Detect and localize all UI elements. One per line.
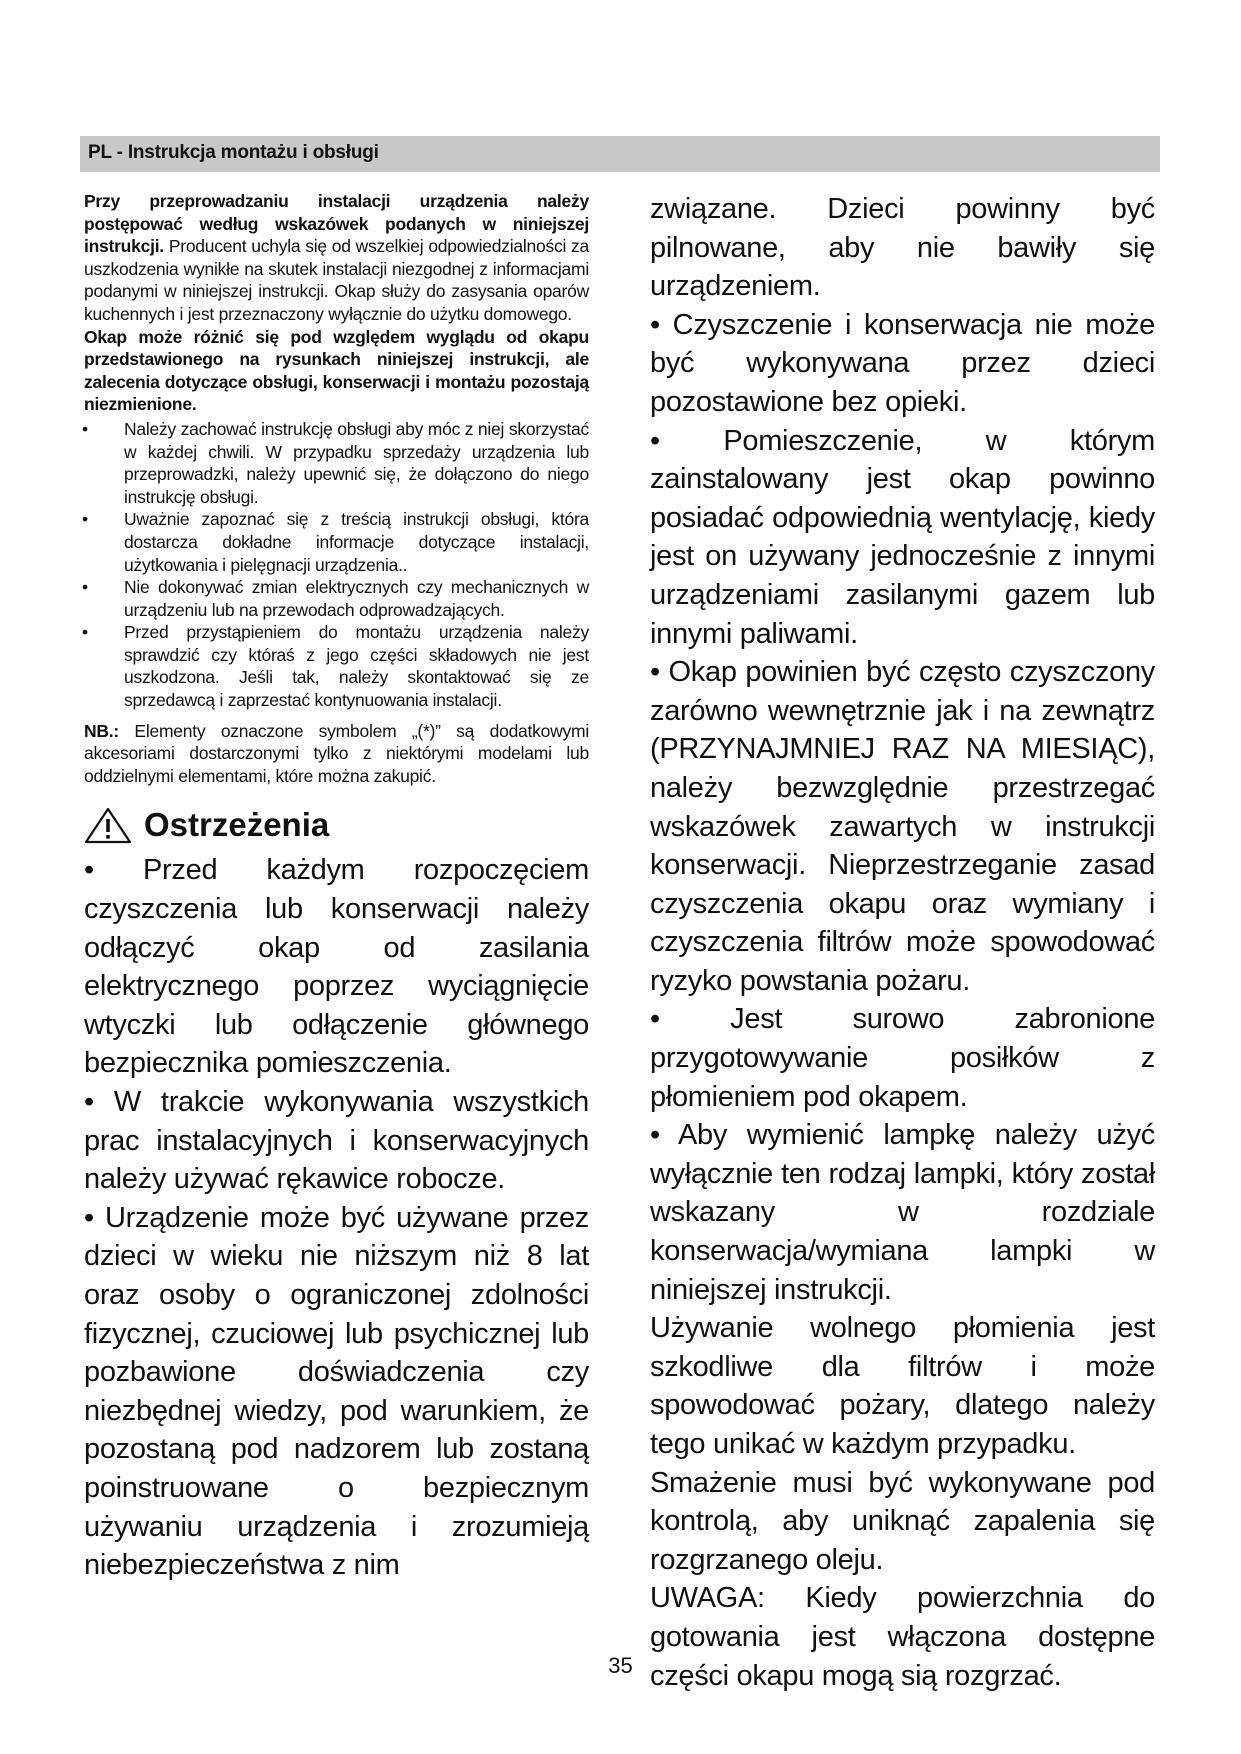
warning-paragraph: • Przed każdym rozpoczęciem czyszczenia lub konserwacji należy odłączyć okap od zasilania elektrycznego poprzez wyciągnięcie wtyczki lub odłączenie głównego bezpiecznika pomieszczenia. bbox=[84, 854, 589, 1080]
section-title: PL - Instrukcja montażu i obsługi bbox=[88, 142, 379, 163]
list-item: • Należy zachować instrukcję obsługi aby móc z niej skorzystać w każdej chwili. W przypadku sprzedaży urządzenia lub przeprowadzki, należy upewnić się, że dołączono do niego instrukcję obsługi. bbox=[84, 418, 589, 508]
warning-paragraph: • Urządzenie może być używane przez dzieci w wieku nie niższym niż 8 lat oraz osoby o ograniczonej zdolności fizycznej, czuciowej lub psychicznej lub pozbawione doświadczenia czy niezbędnej wiedzy, pod warunkiem, że pozostaną pod nadzorem lub zostaną poinstruowane o bezpiecznym używaniu urządzenia i zrozumieją niebezpieczeństwa z nim bbox=[84, 1201, 589, 1582]
warning-triangle-icon bbox=[82, 805, 134, 845]
warnings-heading bbox=[84, 805, 589, 845]
warning-paragraph: • Jest surowo zabronione przygotowywanie posiłków z płomieniem pod okapem. bbox=[650, 1003, 1155, 1113]
warning-paragraph: • Okap powinien być często czyszczony zarówno wewnętrznie jak i na zewnątrz (PRZYNAJMNIEJ RAZ NA MIESIĄC), należy bezwzględnie przestrzegać wskazówek zawartych w instrukcji konserwacji. Nieprzestrzeganie zasad czyszczenia okapu oraz wymiany i czyszczenia filtrów może spowodować ryzyko powstania pożaru. bbox=[650, 656, 1155, 997]
page-number: 35 bbox=[608, 1653, 633, 1678]
warning-paragraph: Smażenie musi być wykonywane pod kontrolą, aby uniknąć zapalenia się rozgrzanego oleju. bbox=[650, 1466, 1155, 1576]
appearance-note: Okap może różnić się pod względem wyglądu od okapu przedstawionego na rysunkach niniejszej instrukcji, ale zalecenia dotyczące obsługi, konserwacji i montażu pozostają niezmienione. bbox=[84, 326, 589, 415]
intro-bold: Przy przeprowadzaniu instalacji urządzenia należy postępować według wskazówek podanych w niniejszej instrukcji. bbox=[84, 191, 589, 257]
warning-paragraph: • W trakcie wykonywania wszystkich prac instalacyjnych i konserwacyjnych należy używać rękawice robocze. bbox=[84, 1086, 589, 1196]
list-item: • Uważnie zapoznać się z treścią instrukcji obsługi, która dostarcza dokładne informacje dotyczące instalacji, użytkowania i pielęgnacji urządzenia.. bbox=[84, 508, 589, 576]
warning-paragraph: Używanie wolnego płomienia jest szkodliwe dla filtrów i może spowodować pożary, dlatego należy tego unikać w każdym przypadku. bbox=[650, 1312, 1155, 1460]
nb-label: NB.: bbox=[84, 720, 119, 741]
warning-paragraph: związane. Dzieci powinny być pilnowane, aby nie bawiły się urządzeniem. bbox=[650, 193, 1155, 303]
nb-text: Elementy oznaczone symbolem „(*)” są dodatkowymi akcesoriami dostarczonymi tylko z niektórymi modelami lub oddzielnymi elementami, które można zakupić. bbox=[84, 720, 589, 786]
warning-paragraph: • Pomieszczenie, w którym zainstalowany jest okap powinno posiadać odpowiednią wentylację, kiedy jest on używany jednocześnie z innymi urządzeniami zasilanymi gazem lub innymi paliwami. bbox=[650, 424, 1155, 650]
warnings-title: Ostrzeżenia bbox=[144, 806, 330, 844]
warning-paragraph: • Czyszczenie i konserwacja nie może być wykonywana przez dzieci pozostawione bez opieki. bbox=[650, 308, 1155, 418]
instruction-bullet-list bbox=[84, 418, 589, 712]
left-column bbox=[84, 190, 589, 1585]
list-item: • Przed przystąpieniem do montażu urządzenia należy sprawdzić czy któraś z jego części składowych nie jest uszkodzona. Jeśli tak, należy skontaktować się ze sprzedawcą i zaprzestać kontynuowania instalacji. bbox=[84, 621, 589, 711]
warning-paragraph: UWAGA: Kiedy powierzchnia do gotowania jest włączona dostępne części okapu mogą sią rozgrzać. bbox=[650, 1582, 1155, 1692]
section-header bbox=[80, 136, 1160, 172]
intro-paragraph bbox=[84, 190, 589, 326]
right-column bbox=[650, 190, 1155, 1695]
list-item: • Nie dokonywać zmian elektrycznych czy mechanicznych w urządzeniu lub na przewodach odprowadzających. bbox=[84, 576, 589, 621]
warning-paragraph: • Aby wymienić lampkę należy użyć wyłącznie ten rodzaj lampki, który został wskazany w rozdziale konserwacja/wymiana lampki w niniejszej instrukcji. bbox=[650, 1119, 1155, 1306]
nb-note bbox=[84, 720, 589, 788]
intro-text: Producent uchyla się od wszelkiej odpowiedzialności za uszkodzenia wynikłe na skutek instalacji niezgodnej z informacjami podanymi w niniejszej instrukcji. Okap służy do zasysania oparów kuchennych i jest przeznaczony wyłącznie do użytku domowego. bbox=[84, 236, 589, 324]
